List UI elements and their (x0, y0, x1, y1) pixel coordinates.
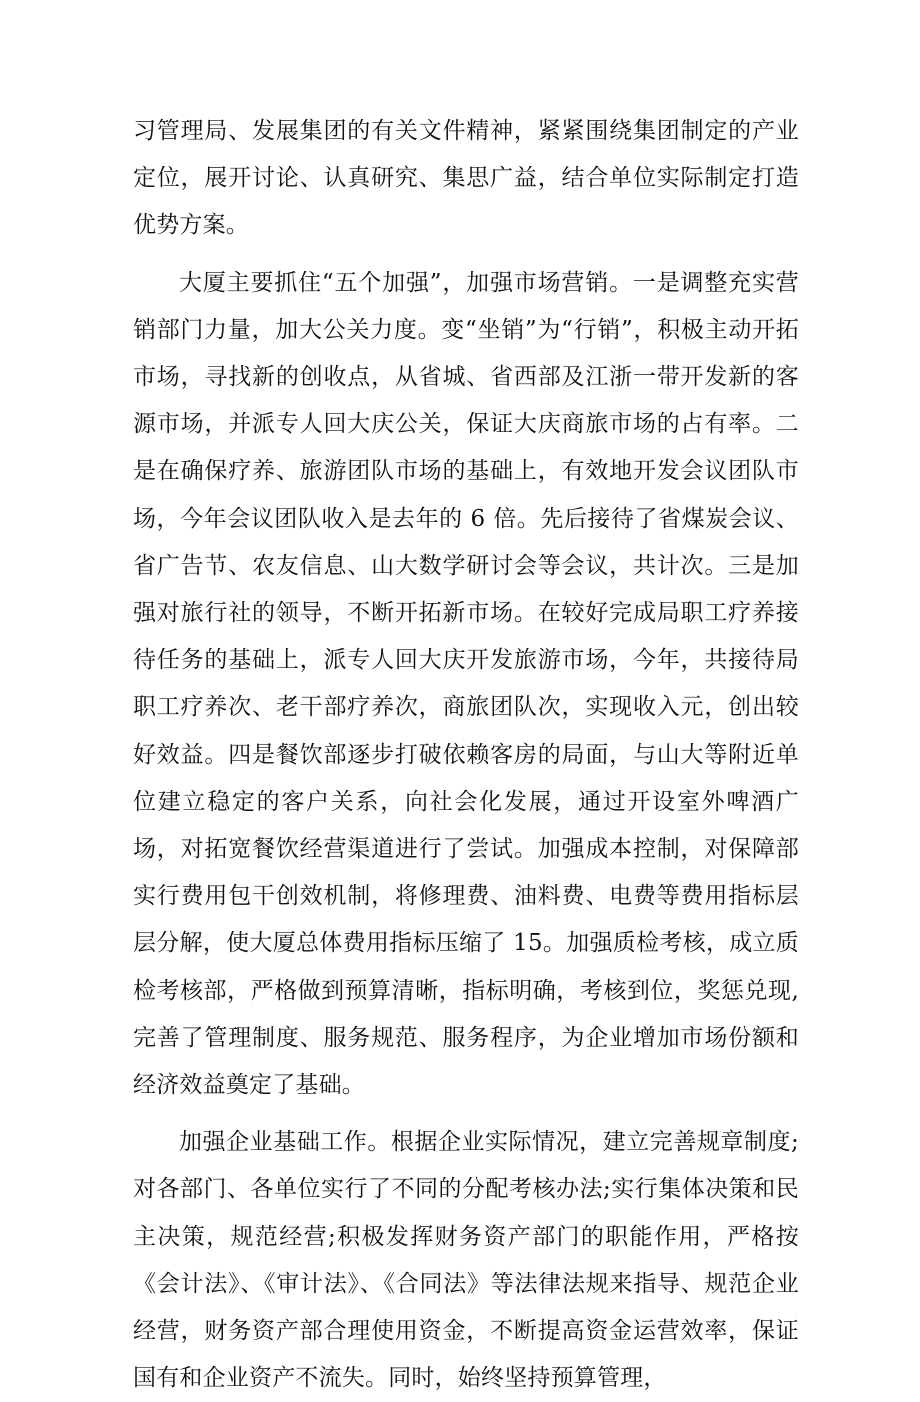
paragraph-market-marketing: 大厦主要抓住“五个加强”，加强市场营销。一是调整充实营销部门力量，加大公关力度。变“坐销”为“行销”，积极主动开拓市场，寻找新的创收点，从省城、省西部及江浙一带开发新的客源市场，并派专人回大庆公关，保证大庆商旅市场的占有率。二是在确保疗养、旅游团队市场的基础上，有效地开发会议团队市场，今年会议团队收入是去年的 6 倍。先后接待了省煤炭会议、省广告节、农友信息、山大数学研讨会等会议，共计次。三是加强对旅行社的领导，不断开拓新市场。在较好完成局职工疗养接待任务的基础上，派专人回大庆开发旅游市场，今年，共接待局职工疗养次、老干部疗养次，商旅团队次，实现收入元，创出较好效益。四是餐饮部逐步打破依赖客房的局面，与山大等附近单位建立稳定的客户关系，向社会化发展，通过开设室外啤酒广场，对拓宽餐饮经营渠道进行了尝试。加强成本控制，对保障部实行费用包干创效机制，将修理费、油料费、电费等费用指标层层分解，使大厦总体费用指标压缩了 15。加强质检考核，成立质检考核部，严格做到预算清晰，指标明确，考核到位，奖惩兑现,完善了管理制度、服务规范、服务程序，为企业增加市场份额和经济效益奠定了基础。 (133, 269, 799, 1099)
body-text (133, 108, 799, 1402)
paragraph-enterprise-foundation: 加强企业基础工作。根据企业实际情况，建立完善规章制度;对各部门、各单位实行了不同的分配考核办法;实行集体决策和民主决策，规范经营;积极发挥财务资产部门的职能作用，严格按《会计法》、《审计法》、《合同法》等法律法规来指导、规范企业经营，财务资产部合理使用资金，不断提高资金运营效率，保证国有和企业资产不流失。同时，始终坚持预算管理， (133, 1129, 799, 1392)
paragraph-continuation: 习管理局、发展集团的有关文件精神，紧紧围绕集团制定的产业定位，展开讨论、认真研究、集思广益，结合单位实际制定打造优势方案。 (133, 118, 799, 239)
